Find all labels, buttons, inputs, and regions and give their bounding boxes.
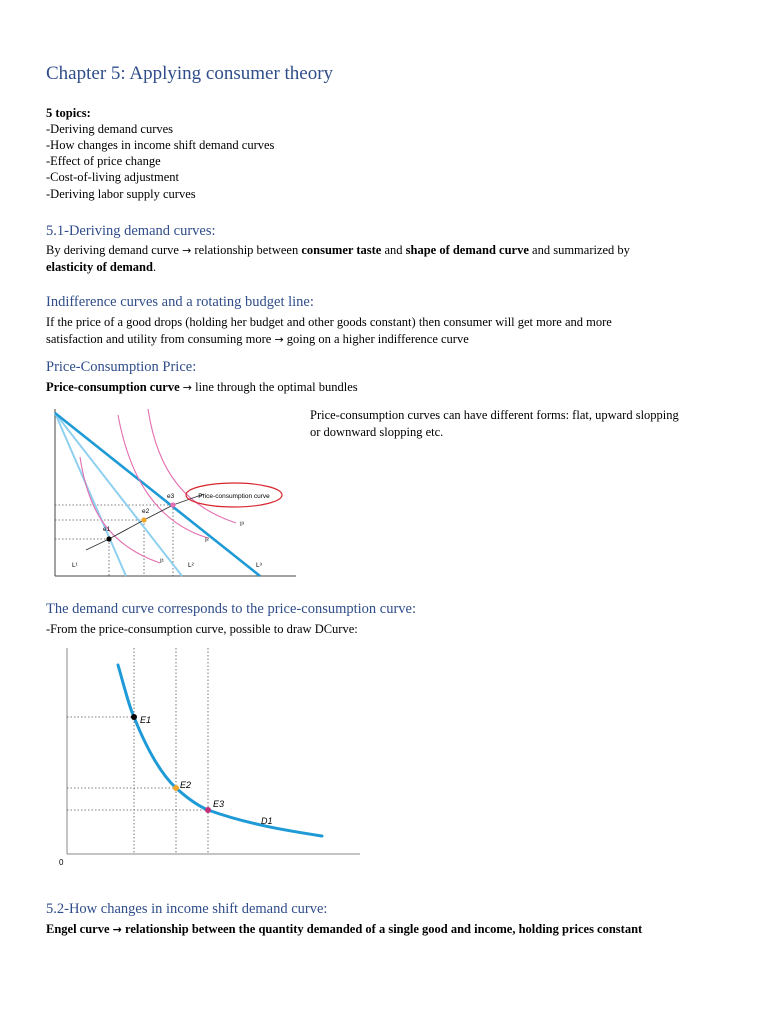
callout-label: Price-consumption curve — [198, 493, 270, 500]
label-e3: E3 — [213, 799, 225, 809]
demand-heading: The demand curve corresponds to the price-consumption curve: — [46, 601, 417, 617]
demand-text: -From the price-consumption curve, possible to draw DCurve: — [46, 622, 358, 636]
label-e1: e1 — [103, 526, 111, 533]
label-e2: E2 — [180, 780, 192, 790]
price-consumption-text: Price-consumption curve → line through the optimal bundles — [46, 380, 358, 394]
label-l1: L¹ — [72, 562, 78, 569]
label-e1: E1 — [140, 715, 152, 725]
section-5-1-heading: 5.1-Deriving demand curves: — [46, 223, 216, 239]
indifference-text-2: satisfaction and utility from consuming more → going on a higher indifference curve — [46, 332, 469, 346]
topic-item: -How changes in income shift demand curves — [46, 138, 275, 152]
topics-heading: 5 topics: — [46, 106, 91, 120]
section-5-2-text: Engel curve → relationship between the quantity demanded of a single good and income, holding prices constant — [46, 922, 643, 936]
point-e3 — [205, 807, 211, 813]
topic-item: -Deriving demand curves — [46, 122, 174, 136]
label-i2: I² — [205, 537, 209, 544]
section-5-1-paragraph: By deriving demand curve → relationship between consumer taste and shape of demand curve and summarized by — [46, 243, 630, 257]
optimum-e3 — [170, 502, 175, 507]
topic-item: -Cost-of-living adjustment — [46, 170, 179, 184]
budget-line-l2 — [55, 413, 182, 576]
label-i1: I¹ — [160, 558, 164, 565]
label-i3: I³ — [240, 521, 244, 528]
indifference-heading: Indifference curves and a rotating budget line: — [46, 294, 314, 310]
label-l3: L³ — [256, 562, 262, 569]
label-e2: e2 — [142, 508, 150, 515]
budget-line-l1 — [55, 413, 126, 576]
topic-item: -Effect of price change — [46, 154, 161, 168]
side-note-2: or downward slopping etc. — [310, 425, 444, 439]
section-5-1-paragraph-cont: elasticity of demand. — [46, 260, 157, 274]
point-e1 — [131, 714, 137, 720]
indifference-text-1: If the price of a good drops (holding her budget and other goods constant) then consumer will get more and more — [46, 315, 612, 329]
point-e2 — [173, 785, 179, 791]
optimum-e1 — [106, 536, 111, 541]
demand-curve-figure — [50, 643, 365, 873]
price-consumption-heading: Price-Consumption Price: — [46, 359, 197, 375]
indifference-curve-i3 — [148, 409, 236, 523]
label-l2: L² — [188, 562, 194, 569]
label-d1: D1 — [261, 816, 273, 826]
topic-item: -Deriving labor supply curves — [46, 187, 196, 201]
optimum-e2 — [141, 517, 146, 522]
indifference-curve-i2 — [118, 415, 208, 538]
chapter-title: Chapter 5: Applying consumer theory — [46, 63, 334, 84]
origin-label: 0 — [59, 858, 64, 867]
section-5-2-heading: 5.2-How changes in income shift demand curve: — [46, 901, 328, 917]
label-e3: e3 — [167, 493, 175, 500]
side-note-1: Price-consumption curves can have different forms: flat, upward slopping — [310, 408, 679, 422]
price-consumption-figure — [48, 405, 300, 580]
